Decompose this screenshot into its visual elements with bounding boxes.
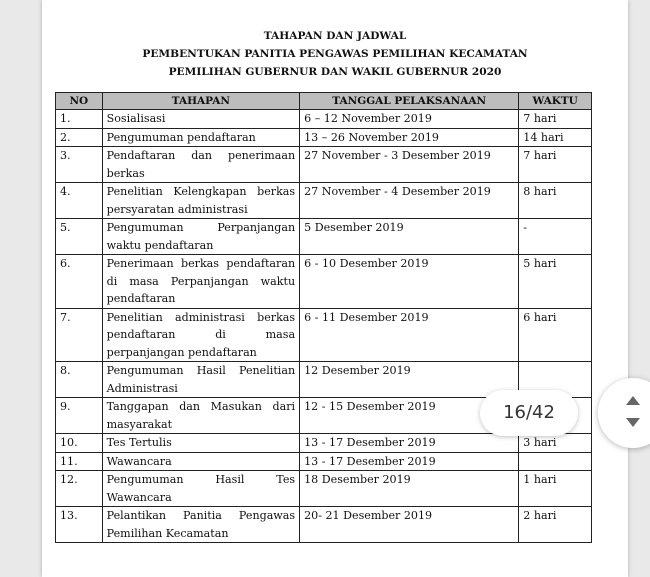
cell-tahapan: Pengumuman pendaftaran bbox=[102, 128, 299, 147]
cell-tanggal: 5 Desember 2019 bbox=[300, 219, 519, 255]
cell-tahapan: Sosialisasi bbox=[102, 110, 299, 129]
cell-no: 10. bbox=[56, 434, 103, 453]
schedule-table bbox=[55, 92, 592, 543]
cell-waktu: 3 hari bbox=[519, 434, 592, 453]
cell-waktu: 5 hari bbox=[519, 255, 592, 309]
cell-tahapan: Penerimaan berkas pendaftaran di masa Perpanjangan waktu pendaftaran bbox=[102, 255, 299, 309]
cell-no: 13. bbox=[56, 507, 103, 543]
cell-tahapan: Pelantikan Panitia Pengawas Pemilihan Kecamatan bbox=[102, 507, 299, 543]
cell-no: 9. bbox=[56, 398, 103, 434]
cell-tahapan: Penelitian Kelengkapan berkas persyaratan administrasi bbox=[102, 183, 299, 219]
table-row bbox=[56, 147, 592, 183]
cell-tahapan: Tanggapan dan Masukan dari masyarakat bbox=[102, 398, 299, 434]
cell-waktu: 6 hari bbox=[519, 308, 592, 362]
cell-tanggal: 12 Desember 2019 bbox=[300, 362, 519, 398]
table-row bbox=[56, 471, 592, 507]
cell-tanggal: 13 – 26 November 2019 bbox=[300, 128, 519, 147]
cell-tahapan: Penelitian administrasi berkas pendaftaran di masa perpanjangan pendaftaran bbox=[102, 308, 299, 362]
cell-tahapan: Wawancara bbox=[102, 452, 299, 471]
title-line-1: TAHAPAN DAN JADWAL bbox=[263, 30, 407, 42]
cell-waktu bbox=[519, 452, 592, 471]
cell-waktu: 7 hari bbox=[519, 147, 592, 183]
cell-tahapan: Pengumuman Hasil Tes Wawancara bbox=[102, 471, 299, 507]
table-row bbox=[56, 434, 592, 453]
table-row bbox=[56, 452, 592, 471]
cell-tanggal: 6 - 11 Desember 2019 bbox=[300, 308, 519, 362]
cell-waktu: 1 hari bbox=[519, 471, 592, 507]
table-row bbox=[56, 219, 592, 255]
cell-no: 4. bbox=[56, 183, 103, 219]
cell-tahapan: Pendaftaran dan penerimaan berkas bbox=[102, 147, 299, 183]
header-tahapan: TAHAPAN bbox=[102, 93, 299, 110]
cell-no: 1. bbox=[56, 110, 103, 129]
cell-no: 5. bbox=[56, 219, 103, 255]
cell-tanggal: 27 November - 3 Desember 2019 bbox=[300, 147, 519, 183]
page-counter: 16/42 bbox=[480, 390, 578, 436]
cell-no: 8. bbox=[56, 362, 103, 398]
header-waktu: WAKTU bbox=[519, 93, 592, 110]
table-row bbox=[56, 255, 592, 309]
cell-waktu: 7 hari bbox=[519, 110, 592, 129]
cell-tanggal: 6 - 10 Desember 2019 bbox=[300, 255, 519, 309]
cell-tanggal: 27 November - 4 Desember 2019 bbox=[300, 183, 519, 219]
cell-tahapan: Pengumuman Perpanjangan waktu pendaftaran bbox=[102, 219, 299, 255]
cell-tanggal: 20- 21 Desember 2019 bbox=[300, 507, 519, 543]
title-line-3: PEMILIHAN GUBERNUR DAN WAKIL GUBERNUR 2020 bbox=[168, 66, 502, 78]
cell-tanggal: 18 Desember 2019 bbox=[300, 471, 519, 507]
cell-waktu: - bbox=[519, 219, 592, 255]
cell-waktu: 14 hari bbox=[519, 128, 592, 147]
cell-no: 2. bbox=[56, 128, 103, 147]
cell-no: 12. bbox=[56, 471, 103, 507]
chevron-down-icon[interactable] bbox=[626, 418, 640, 427]
table-row bbox=[56, 128, 592, 147]
cell-waktu: 8 hari bbox=[519, 183, 592, 219]
table-row bbox=[56, 308, 592, 362]
cell-no: 11. bbox=[56, 452, 103, 471]
cell-waktu: 2 hari bbox=[519, 507, 592, 543]
table-row bbox=[56, 110, 592, 129]
cell-tahapan: Pengumuman Hasil Penelitian Administrasi bbox=[102, 362, 299, 398]
table-row bbox=[56, 183, 592, 219]
cell-no: 6. bbox=[56, 255, 103, 309]
header-tanggal: TANGGAL PELAKSANAAN bbox=[300, 93, 519, 110]
cell-tanggal: 13 - 17 Desember 2019 bbox=[300, 452, 519, 471]
table-row bbox=[56, 507, 592, 543]
chevron-up-icon[interactable] bbox=[626, 396, 640, 405]
cell-no: 7. bbox=[56, 308, 103, 362]
cell-tanggal: 13 - 17 Desember 2019 bbox=[300, 434, 519, 453]
cell-no: 3. bbox=[56, 147, 103, 183]
table-header-row bbox=[56, 93, 592, 110]
header-no: NO bbox=[56, 93, 103, 110]
cell-tanggal: 6 – 12 November 2019 bbox=[300, 110, 519, 129]
cell-tanggal: 12 - 15 Desember 2019 bbox=[300, 398, 519, 434]
title-line-2: PEMBENTUKAN PANITIA PENGAWAS PEMILIHAN KECAMATAN bbox=[142, 48, 528, 60]
cell-tahapan: Tes Tertulis bbox=[102, 434, 299, 453]
